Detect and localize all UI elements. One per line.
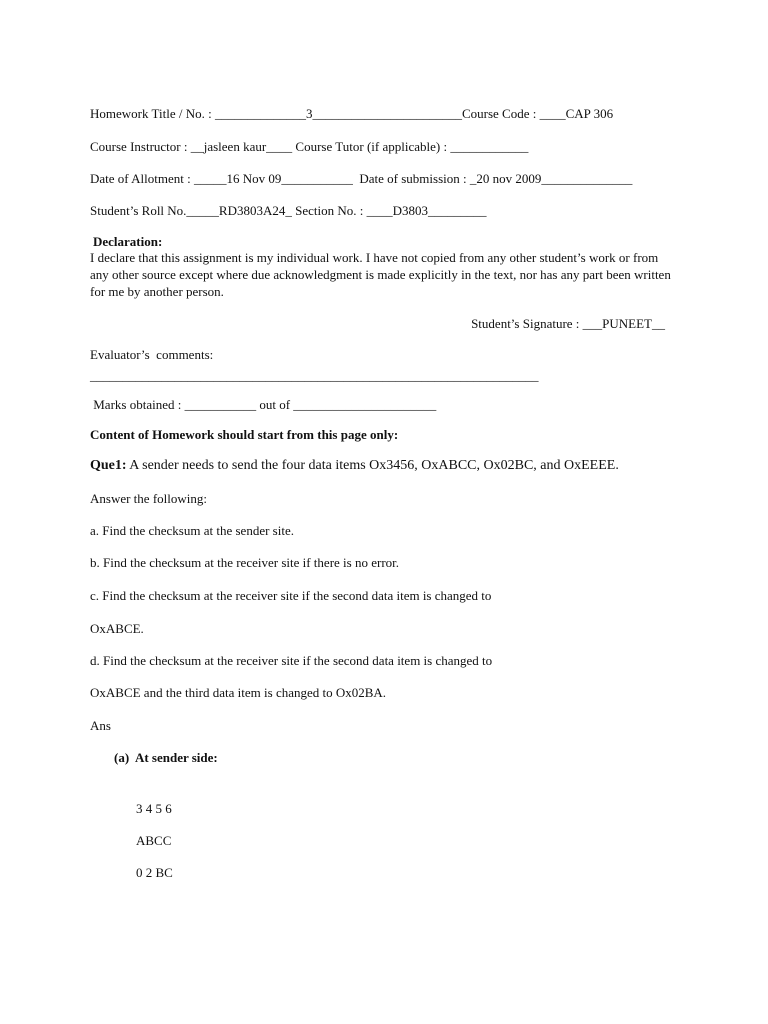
- student-signature: Student’s Signature : ___PUNEET__: [471, 316, 665, 331]
- answer-intro: Answer the following:: [90, 491, 207, 506]
- question-item-d-continued: OxABCE and the third data item is changed to Ox02BA.: [90, 685, 387, 700]
- question-label: Que1:: [90, 458, 127, 473]
- evaluator-comments-line: _____________________________________________________________________: [90, 368, 539, 383]
- evaluator-comments-label: Evaluator’s comments:: [90, 347, 214, 362]
- data-value: 0 2 BC: [136, 865, 173, 880]
- question-1: [90, 457, 619, 474]
- question-text: A sender needs to send the four data items Ox3456, OxABCC, Ox02BC, and OxEEEE.: [126, 458, 619, 473]
- data-value: ABCC: [136, 833, 172, 848]
- roll-number-line: Student’s Roll No._____RD3803A24_ Section No. : ____D3803_________: [90, 203, 487, 218]
- section-a-heading: (a) At sender side:: [114, 750, 218, 765]
- dates-line: Date of Allotment : _____16 Nov 09___________ Date of submission : _20 nov 2009______________: [90, 171, 633, 186]
- instructor-line: Course Instructor : __jasleen kaur____ Course Tutor (if applicable) : ____________: [90, 139, 529, 154]
- question-item-a: a. Find the checksum at the sender site.: [90, 523, 294, 538]
- homework-title-line: Homework Title / No. : ______________3_______________________Course Code : ____CAP 306: [90, 106, 614, 121]
- marks-obtained-line: Marks obtained : ___________ out of ______________________: [90, 397, 437, 412]
- content-start-note: Content of Homework should start from this page only:: [90, 427, 399, 442]
- data-value: 3 4 5 6: [136, 801, 172, 816]
- question-item-d: d. Find the checksum at the receiver site if the second data item is changed to: [90, 653, 493, 668]
- question-item-b: b. Find the checksum at the receiver site if there is no error.: [90, 555, 400, 570]
- declaration-heading: Declaration:: [93, 234, 163, 249]
- answer-label: Ans: [90, 718, 111, 733]
- declaration-text: I declare that this assignment is my individual work. I have not copied from any other student’s work or from any other source except where due acknowledgment is made explicitly in the text, nor has any part been written for me by another person.: [90, 250, 671, 299]
- question-item-c-continued: OxABCE.: [90, 621, 144, 636]
- question-item-c: c. Find the checksum at the receiver site if the second data item is changed to: [90, 588, 492, 603]
